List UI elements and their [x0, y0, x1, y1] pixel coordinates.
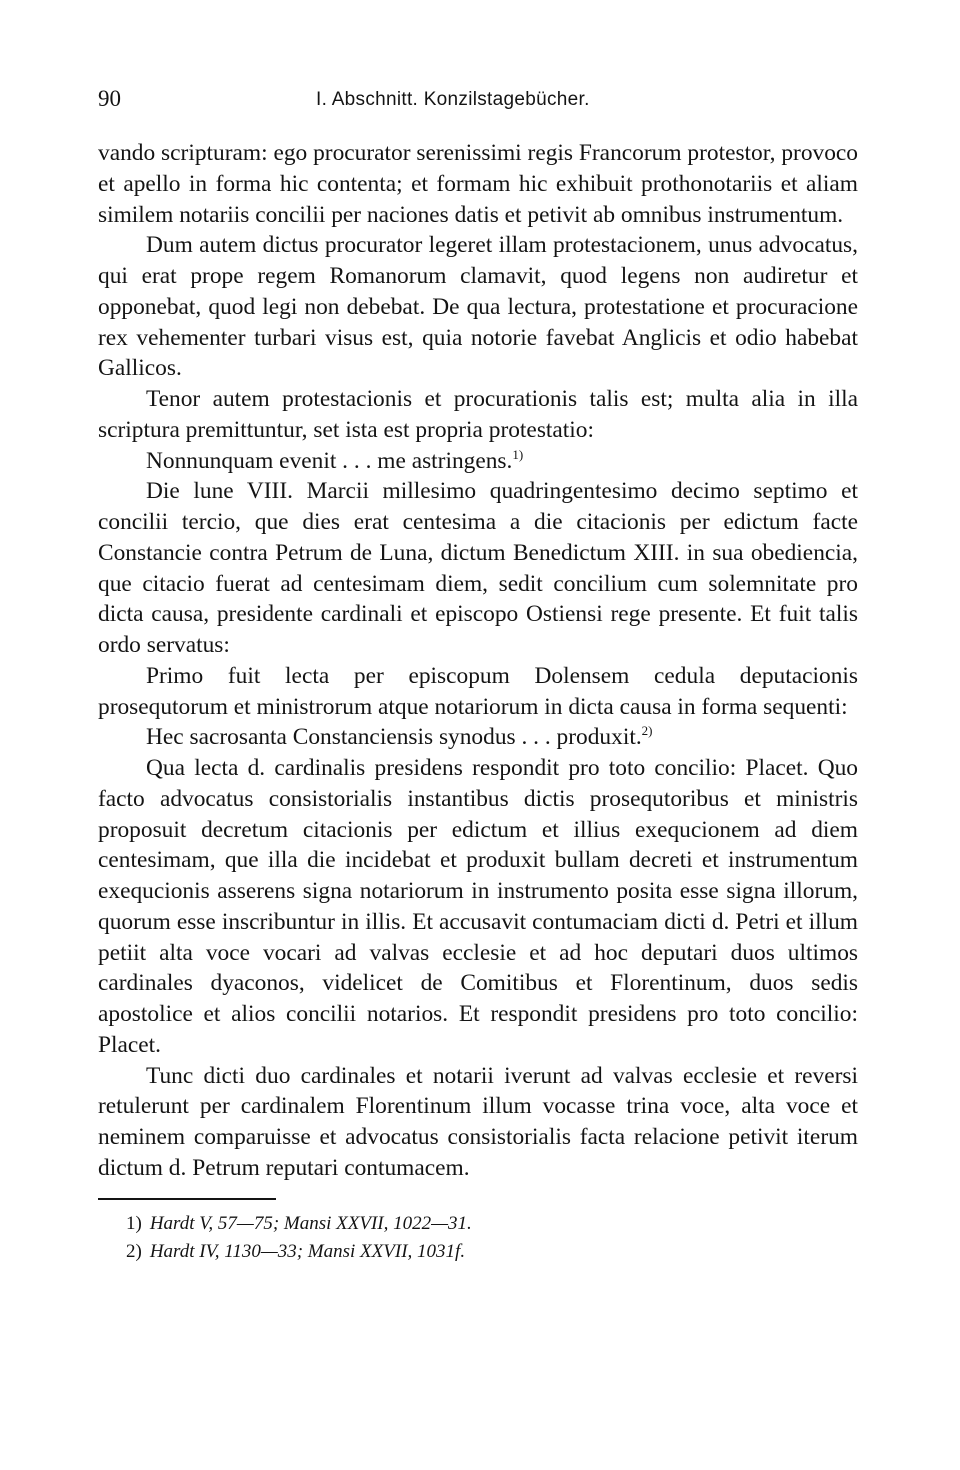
paragraph: Qua lecta d. cardinalis presidens respondit pro toto concilio: Placet. Quo facto advocatus consistorialis instantibus dictis prosequtoribus et ministris proposuit decretum citacionis per edictum et illius exequcionem ad diem centesimam, que illa die incidebat et produxit bullam decreti et instrumentum exequcionis asserens signa notariorum in instrumento posita esse signa illorum, quorum esse inscribuntur in illis. Et accusavit contumaciam dicti d. Petri et illum petiit alta voce vocari ad valvas ecclesie et ad hoc deputari duos ultimos cardinales dyaconos, videlicet de Comitibus et Florentinum, duos sedis apostolice et alios concilii notarios. Et respondit presidens pro toto concilio: Placet. [98, 755, 858, 1058]
paragraph: Dum autem dictus procurator legeret illam protestacionem, unus advocatus, qui erat prope regem Romanorum clamavit, quod legens non audiretur et opponebat, quod legi non debebat. De qua lectura, protestatione et procuracione rex vehementer turbari visus est, quia notorie favebat Anglicis et odio habebat Gallicos. [98, 232, 858, 382]
footnote-text: Hardt IV, 1130—33; Mansi XXVII, 1031f. [149, 1240, 466, 1262]
paragraph: Tunc dicti duo cardinales et notarii iverunt ad valvas ecclesie et reversi retulerunt per cardinalem Florentinum illum vocasse trina voce, alta voce et neminem comparuisse et advocatus consistorialis facta relacione petivit iterum dictum d. Petrum reputari contumacem. [98, 1062, 858, 1181]
footnote-text: Hardt V, 57—75; Mansi XXVII, 1022—31. [149, 1212, 472, 1234]
footnote-ref[interactable]: 1) [512, 446, 524, 462]
footnote-rule [98, 1198, 276, 1200]
footnote [126, 1210, 858, 1238]
running-title: I. Abschnitt. Konzilstagebücher. [316, 89, 590, 110]
footnote [126, 1238, 858, 1266]
footnote-mark: 1) [126, 1212, 142, 1234]
paragraph: Tenor autem protestacionis et procurationis talis est; multa alia in illa scriptura premittuntur, set ista est propria protestatio: [98, 386, 858, 443]
running-head [98, 86, 858, 120]
footnote-mark: 2) [126, 1240, 142, 1262]
paragraph: vando scripturam: ego procurator serenissimi regis Francorum protestor, provoco et apello in forma hic contenta; et formam hic exhibuit prothonotariis et aliam similem notariis concilii per naciones datis et petivit ab omnibus instrumentum. [98, 140, 858, 228]
book-page [98, 86, 858, 1266]
footnote-ref[interactable]: 2) [641, 723, 653, 739]
footnotes [98, 1210, 858, 1266]
page-number: 90 [98, 86, 121, 111]
body-text [98, 138, 858, 1184]
quoted-incipit: Hec sacrosanta Constanciensis synodus . . . produxit.$^{2)}$ [146, 723, 653, 751]
paragraph: Die lune VIII. Marcii millesimo quadringentesimo decimo septimo et concilii tercio, que dies erat centesima a die citacionis per edictum facte Constancie contra Petrum de Luna, dictum Benedictum XIII. in sua obediencia, que citacio fuerat ad centesimam diem, sedit concilium cum solemnitate pro dicta causa, presidente cardinali et episcopo Ostiensi rege presente. Et fuit talis ordo servatus: [98, 478, 858, 658]
quoted-incipit: Nonnunquam evenit . . . me astringens.$^{1)}$ [146, 446, 524, 474]
paragraph: Primo fuit lecta per episcopum Dolensem cedula deputacionis prosequtorum et ministrorum atque notariorum in dicta causa in forma sequenti: [98, 662, 858, 720]
